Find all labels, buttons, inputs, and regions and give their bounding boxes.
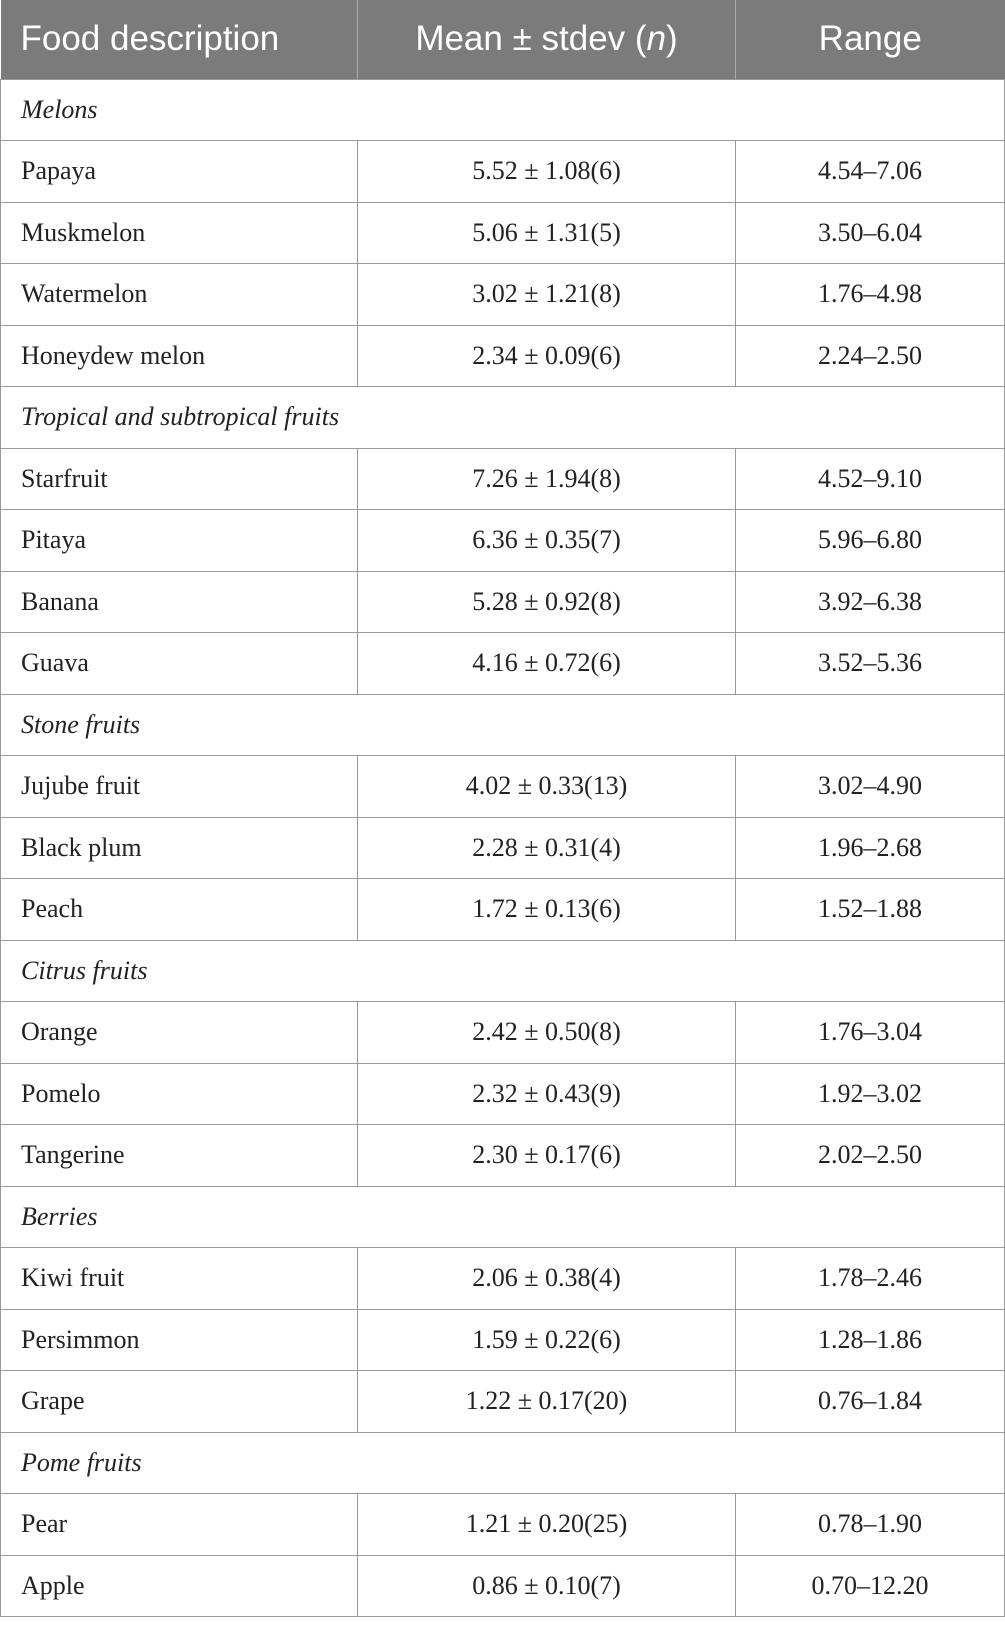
mean-cell: 4.16 ± 0.72(6): [358, 633, 736, 695]
mean-cell: 2.34 ± 0.09(6): [358, 325, 736, 387]
mean-cell: 5.06 ± 1.31(5): [358, 202, 736, 264]
food-cell: Pomelo: [1, 1063, 358, 1125]
food-cell: Banana: [1, 571, 358, 633]
table-row: [1, 1494, 1005, 1556]
food-cell: Starfruit: [1, 448, 358, 510]
food-cell: Orange: [1, 1002, 358, 1064]
food-cell: Grape: [1, 1371, 358, 1433]
mean-cell: 2.32 ± 0.43(9): [358, 1063, 736, 1125]
header-mean-prefix: Mean ± stdev (: [415, 19, 647, 59]
food-cell: Persimmon: [1, 1309, 358, 1371]
range-cell: 1.76–4.98: [736, 264, 1005, 326]
table-row: [1, 1371, 1005, 1433]
group-row: [1, 387, 1005, 449]
food-cell: Apple: [1, 1555, 358, 1617]
mean-cell: 1.59 ± 0.22(6): [358, 1309, 736, 1371]
range-cell: 3.92–6.38: [736, 571, 1005, 633]
range-cell: 1.28–1.86: [736, 1309, 1005, 1371]
range-cell: 4.52–9.10: [736, 448, 1005, 510]
table-header: [1, 0, 1005, 79]
table-row: [1, 448, 1005, 510]
mean-cell: 2.42 ± 0.50(8): [358, 1002, 736, 1064]
header-mean-stdev: [358, 0, 736, 79]
table-row: [1, 1002, 1005, 1064]
group-label: Stone fruits: [1, 694, 1005, 756]
mean-cell: 2.30 ± 0.17(6): [358, 1125, 736, 1187]
range-cell: 4.54–7.06: [736, 141, 1005, 203]
group-row: [1, 694, 1005, 756]
table-row: [1, 756, 1005, 818]
table-row: [1, 264, 1005, 326]
table-row: [1, 879, 1005, 941]
table-row: [1, 510, 1005, 572]
table-row: [1, 1125, 1005, 1187]
food-cell: Black plum: [1, 817, 358, 879]
group-row: [1, 79, 1005, 141]
mean-cell: 0.86 ± 0.10(7): [358, 1555, 736, 1617]
range-cell: 0.78–1.90: [736, 1494, 1005, 1556]
table-row: [1, 817, 1005, 879]
table-row: [1, 1555, 1005, 1617]
header-range: Range: [736, 0, 1005, 79]
table-row: [1, 325, 1005, 387]
group-label: Tropical and subtropical fruits: [1, 387, 1005, 449]
header-row: [1, 0, 1005, 79]
range-cell: 1.76–3.04: [736, 1002, 1005, 1064]
range-cell: 1.92–3.02: [736, 1063, 1005, 1125]
range-cell: 1.52–1.88: [736, 879, 1005, 941]
group-row: [1, 940, 1005, 1002]
food-cell: Guava: [1, 633, 358, 695]
food-cell: Watermelon: [1, 264, 358, 326]
range-cell: 2.24–2.50: [736, 325, 1005, 387]
mean-cell: 5.52 ± 1.08(6): [358, 141, 736, 203]
group-row: [1, 1186, 1005, 1248]
table-row: [1, 1309, 1005, 1371]
header-mean-suffix: ): [666, 19, 678, 59]
mean-cell: 6.36 ± 0.35(7): [358, 510, 736, 572]
group-row: [1, 1432, 1005, 1494]
mean-cell: 4.02 ± 0.33(13): [358, 756, 736, 818]
food-cell: Muskmelon: [1, 202, 358, 264]
table-row: [1, 202, 1005, 264]
group-label: Pome fruits: [1, 1432, 1005, 1494]
group-label: Melons: [1, 79, 1005, 141]
range-cell: 1.96–2.68: [736, 817, 1005, 879]
range-cell: 0.70–12.20: [736, 1555, 1005, 1617]
mean-cell: 1.21 ± 0.20(25): [358, 1494, 736, 1556]
header-food-description: Food description: [1, 0, 358, 79]
mean-cell: 1.72 ± 0.13(6): [358, 879, 736, 941]
food-cell: Papaya: [1, 141, 358, 203]
range-cell: 2.02–2.50: [736, 1125, 1005, 1187]
range-cell: 3.50–6.04: [736, 202, 1005, 264]
food-cell: Pear: [1, 1494, 358, 1556]
food-cell: Peach: [1, 879, 358, 941]
mean-cell: 7.26 ± 1.94(8): [358, 448, 736, 510]
mean-cell: 2.28 ± 0.31(4): [358, 817, 736, 879]
food-cell: Tangerine: [1, 1125, 358, 1187]
range-cell: 5.96–6.80: [736, 510, 1005, 572]
mean-cell: 3.02 ± 1.21(8): [358, 264, 736, 326]
table-row: [1, 633, 1005, 695]
mean-cell: 5.28 ± 0.92(8): [358, 571, 736, 633]
food-cell: Honeydew melon: [1, 325, 358, 387]
header-mean-n: n: [646, 19, 667, 59]
group-label: Citrus fruits: [1, 940, 1005, 1002]
food-cell: Jujube fruit: [1, 756, 358, 818]
mean-cell: 1.22 ± 0.17(20): [358, 1371, 736, 1433]
mean-cell: 2.06 ± 0.38(4): [358, 1248, 736, 1310]
table-row: [1, 571, 1005, 633]
table-row: [1, 1063, 1005, 1125]
range-cell: 3.02–4.90: [736, 756, 1005, 818]
food-cell: Pitaya: [1, 510, 358, 572]
table-row: [1, 1248, 1005, 1310]
table-body: [1, 79, 1005, 1617]
food-cell: Kiwi fruit: [1, 1248, 358, 1310]
table-row: [1, 141, 1005, 203]
group-label: Berries: [1, 1186, 1005, 1248]
range-cell: 3.52–5.36: [736, 633, 1005, 695]
range-cell: 0.76–1.84: [736, 1371, 1005, 1433]
range-cell: 1.78–2.46: [736, 1248, 1005, 1310]
